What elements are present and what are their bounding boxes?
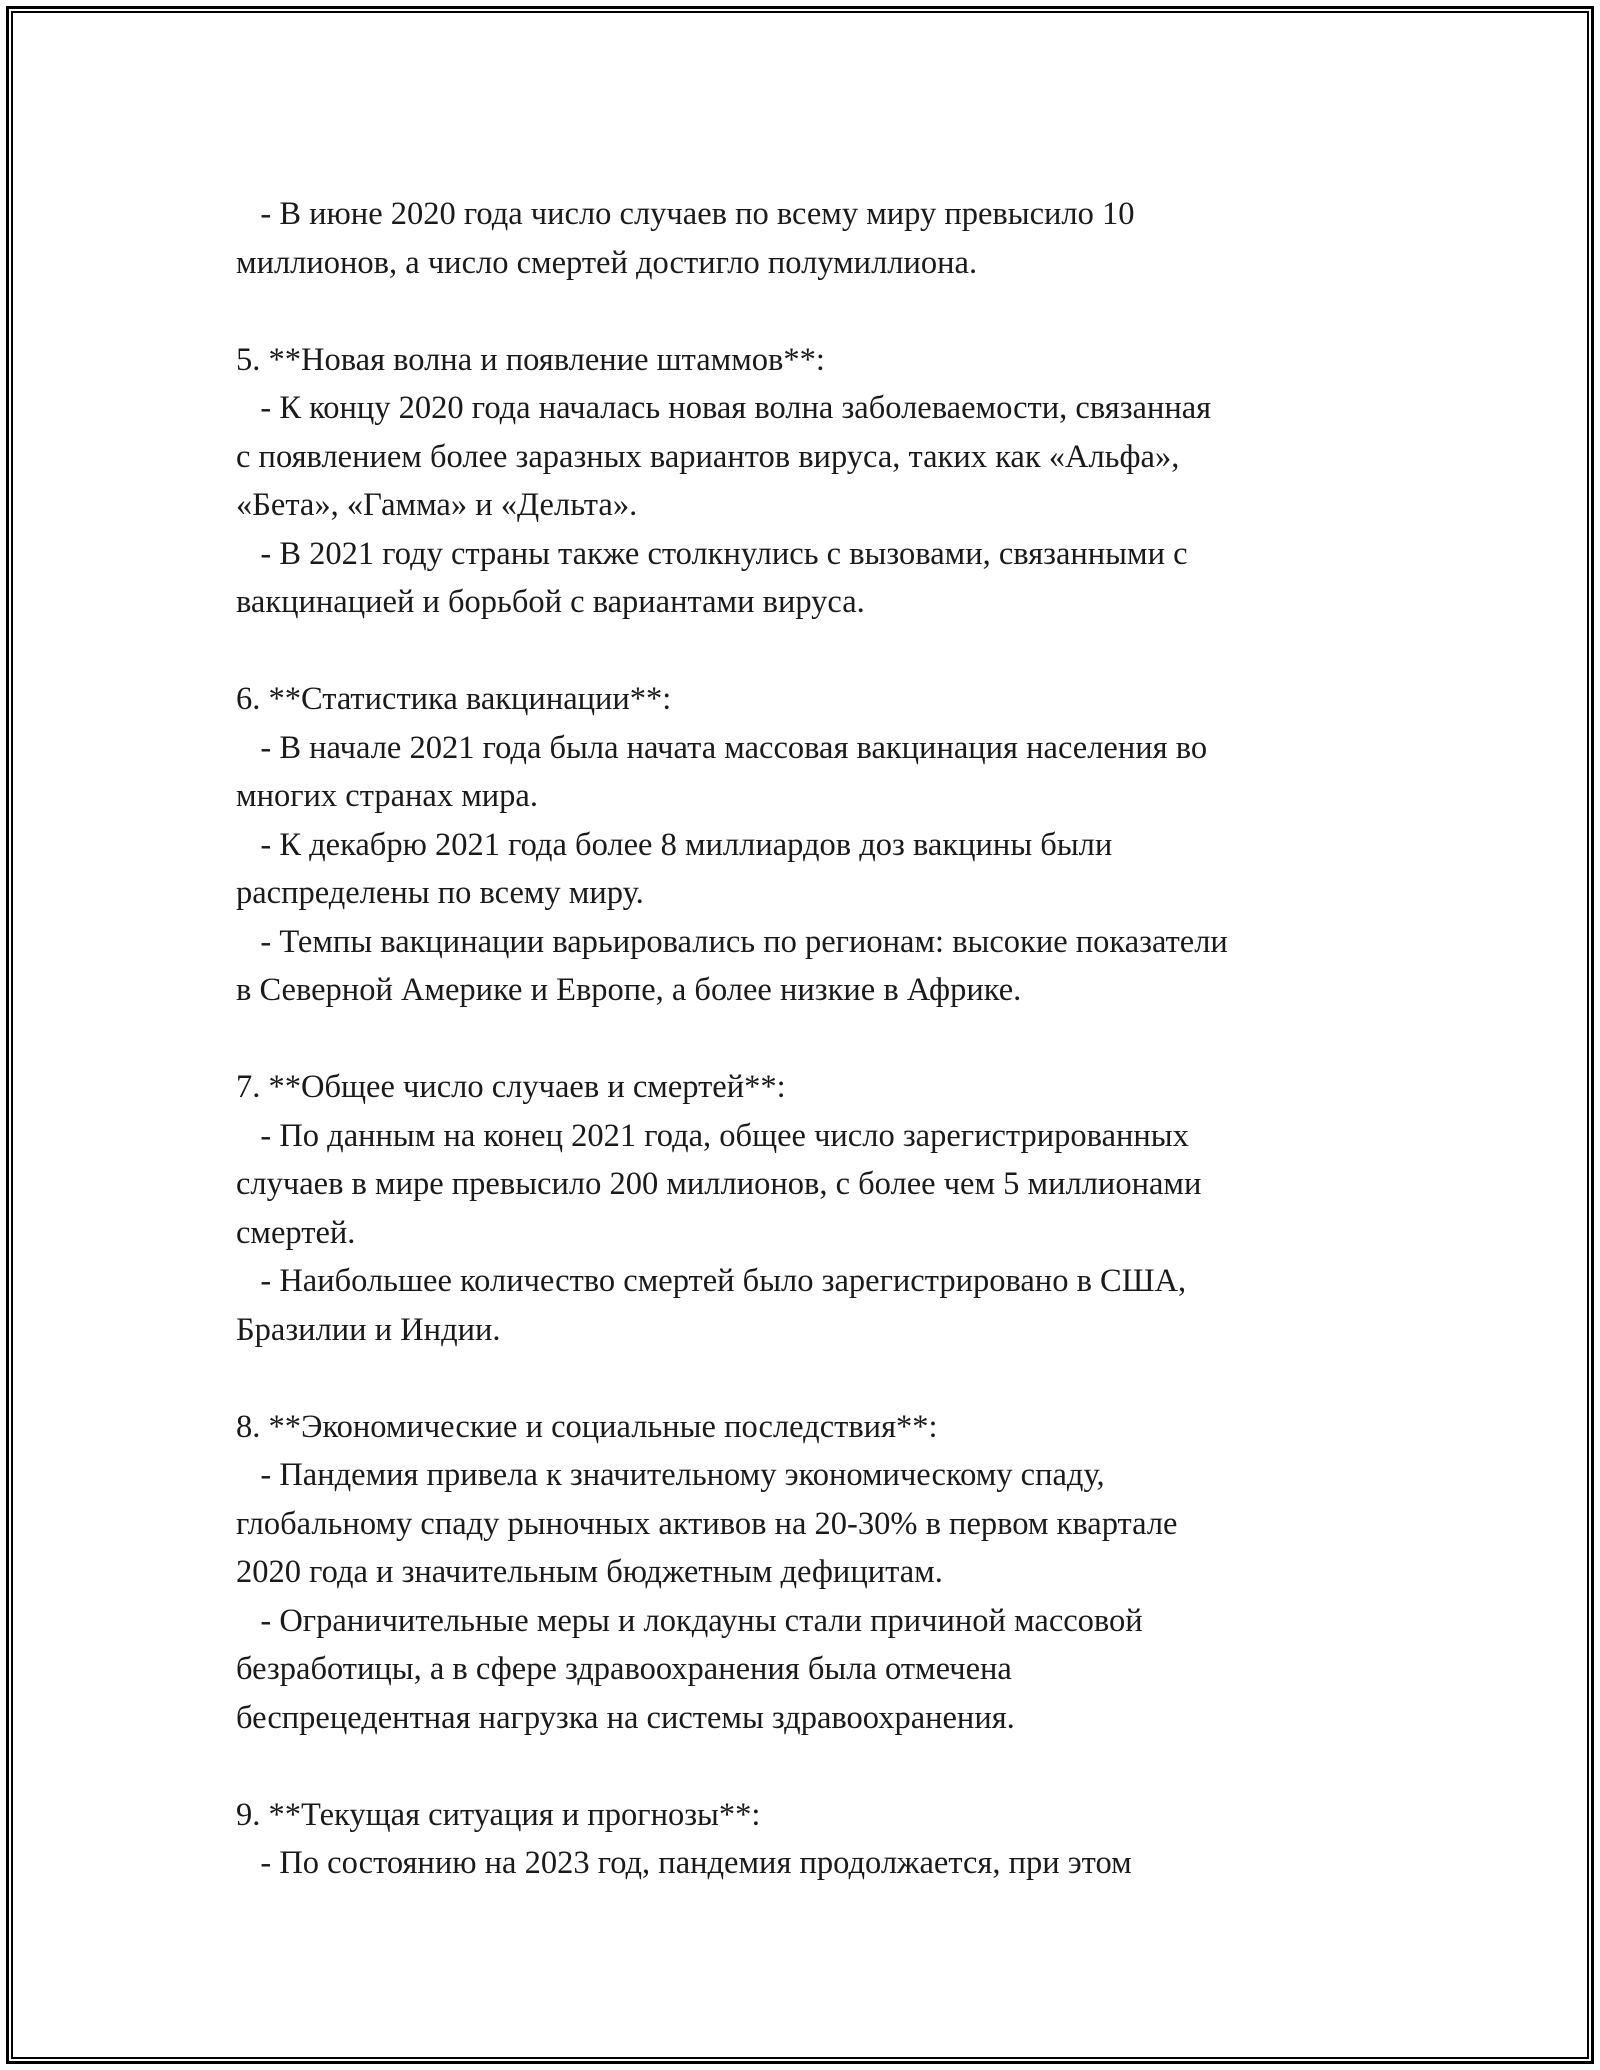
- text-line: - Ограничительные меры и локдауны стали причиной массовой: [236, 1602, 1143, 1639]
- text-line: случаев в мире превысило 200 миллионов, с более чем 5 миллионами: [236, 1166, 1202, 1202]
- blank-line: [236, 1354, 1396, 1403]
- text-line: - По данным на конец 2021 года, общее число зарегистрированных: [236, 1117, 1189, 1154]
- text-line: беспрецедентная нагрузка на системы здравоохранения.: [236, 1699, 1015, 1736]
- text-line: - К декабрю 2021 года более 8 миллиардов доз вакцины были: [236, 826, 1113, 863]
- text-line: - Темпы вакцинации варьировались по регионам: высокие показатели: [236, 923, 1228, 960]
- text-line: - Пандемия привела к значительному экономическому спаду,: [236, 1457, 1105, 1493]
- text-line: смертей.: [236, 1214, 356, 1251]
- text-line: многих странах мира.: [236, 778, 538, 814]
- text-line: - Наибольшее количество смертей было зарегистрировано в США,: [236, 1263, 1187, 1299]
- section-heading-5: 5. **Новая волна и появление штаммов**:: [236, 341, 825, 378]
- text-line: 2020 года и значительным бюджетным дефицитам.: [236, 1554, 943, 1590]
- text-line: «Бета», «Гамма» и «Дельта».: [236, 487, 638, 523]
- text-line: распределены по всему миру.: [236, 875, 644, 911]
- text-line: Бразилии и Индии.: [236, 1311, 501, 1348]
- text-line: глобальному спаду рыночных активов на 20-30% в первом квартале: [236, 1505, 1178, 1542]
- blank-line: [236, 627, 1396, 676]
- text-line: - В 2021 году страны также столкнулись с вызовами, связанными с: [236, 535, 1188, 572]
- blank-line: [236, 1015, 1396, 1064]
- text-line: безработицы, а в сфере здравоохранения была отмечена: [236, 1651, 1012, 1687]
- section-heading-6: 6. **Статистика вакцинации**:: [236, 681, 672, 717]
- document-body: [236, 190, 1396, 1888]
- text-line: миллионов, а число смертей достигло полумиллиона.: [236, 244, 978, 281]
- section-heading-9: 9. **Текущая ситуация и прогнозы**:: [236, 1796, 761, 1833]
- text-line: - В июне 2020 года число случаев по всему миру превысило 10: [236, 196, 1135, 232]
- text-line: с появлением более заразных вариантов вируса, таких как «Альфа»,: [236, 438, 1180, 475]
- text-line: вакцинацией и борьбой с вариантами вируса.: [236, 584, 865, 620]
- text-line: - К концу 2020 года началась новая волна заболеваемости, связанная: [236, 390, 1212, 426]
- blank-line: [236, 1742, 1396, 1791]
- section-heading-7: 7. **Общее число случаев и смертей**:: [236, 1069, 786, 1105]
- text-line: в Северной Америке и Европе, а более низкие в Африке.: [236, 972, 1022, 1008]
- text-line: - В начале 2021 года была начата массовая вакцинация населения во: [236, 729, 1208, 766]
- section-heading-8: 8. **Экономические и социальные последствия**:: [236, 1408, 938, 1445]
- blank-line: [236, 287, 1396, 336]
- text-line: - По состоянию на 2023 год, пандемия продолжается, при этом: [236, 1845, 1132, 1881]
